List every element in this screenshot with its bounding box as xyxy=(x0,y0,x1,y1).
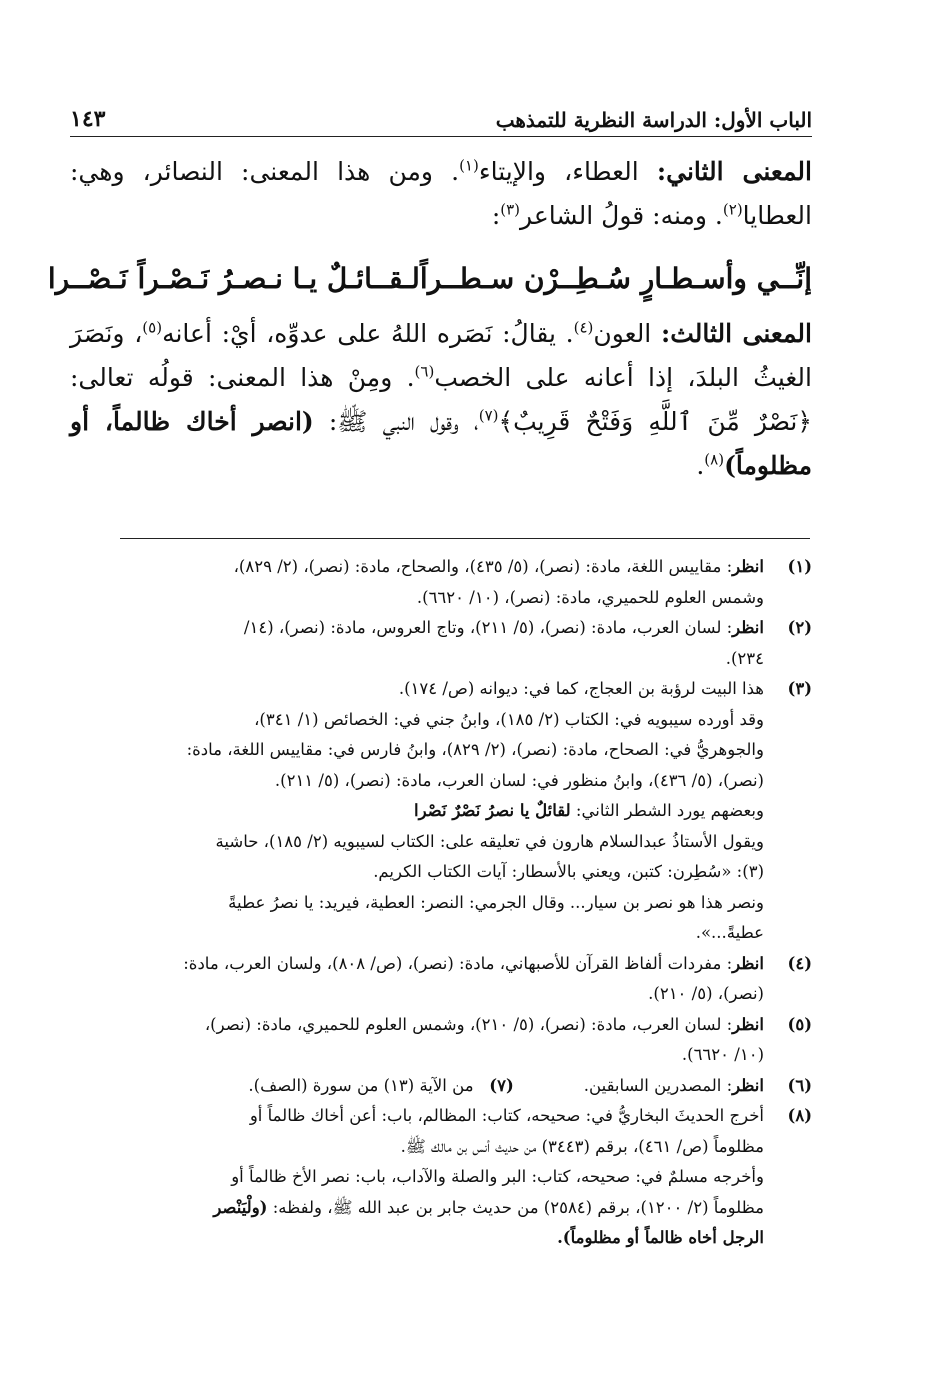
footnote-body xyxy=(70,1010,764,1071)
footnote-number: (٦) xyxy=(787,1075,812,1095)
footnote-text: ونصر هذا هو نصر بن سيار... وقال الجرمي: النصر: العطية، فيريد: يا نصرُ عطيةً xyxy=(228,892,764,912)
footnote-8 xyxy=(70,1101,812,1254)
poetry-verse xyxy=(47,248,812,308)
paragraph-text: : xyxy=(491,201,501,230)
footnote-number: (٨) xyxy=(787,1106,812,1125)
footnote-text: : المصدرين السابقين. xyxy=(583,1075,733,1095)
footnote-ref[interactable]: (٥) xyxy=(142,318,163,337)
hadith-quote: (انصر أخاك ظالماً، أو مظلوماً) xyxy=(70,407,812,480)
footnote-body xyxy=(70,674,764,949)
verse-variant: لقائلٌ يا نصرُ نَصْرٌ نَصْرا xyxy=(413,801,571,820)
footnote-lead: انظر xyxy=(732,1014,764,1034)
paragraph-text: . xyxy=(696,451,705,480)
footnote-ref[interactable]: (٦) xyxy=(414,362,435,381)
footnote-ref[interactable]: (٤) xyxy=(573,318,594,337)
footnote-text: من الآية (١٣) من سورة (الصف). xyxy=(248,1075,474,1095)
footnote-1 xyxy=(70,552,812,613)
footnote-lead: انظر xyxy=(732,953,764,973)
paragraph-text: ، وقول النبي ﷺ: xyxy=(313,407,479,436)
footnote-text: أخرج الحديثَ البخاريُّ في: صحيحه، كتاب: المظالم، باب: أعن أخاك ظالماً أو xyxy=(249,1106,764,1125)
footnote-text: وشمس العلوم للحميري، مادة: (نصر)، (١٠/ ٦٦٢٠). xyxy=(416,587,764,607)
paragraph-text: . ومنه: قولُ الشاعر xyxy=(520,201,723,230)
footnote-text: هذا البيت لرؤبة بن العجاج، كما في: ديوانه (ص/ ١٧٤). xyxy=(398,679,764,698)
footnote-number: (١) xyxy=(787,557,812,576)
term-heading: المعنى الثاني: xyxy=(656,157,812,186)
footnote-ref[interactable]: (٢) xyxy=(722,200,743,219)
footnote-text: : لسان العرب، مادة: (نصر)، (٥/ ٢١٠)، وشمس العلوم للحميري، مادة: (نصر)، xyxy=(204,1014,733,1034)
footnote-lead: انظر xyxy=(732,557,764,576)
footnote-lead: انظر xyxy=(732,618,764,637)
verse-first-hemistich: إنِّــي وأسـطـارٍ سُـطِــرْن سـطــراً xyxy=(419,261,812,295)
footnote-body xyxy=(70,613,764,674)
paragraph-text: العون xyxy=(593,319,661,348)
footnote-text: وبعضهم يورد الشطر الثاني: xyxy=(570,801,764,820)
footnote-text: ٢٣٤). xyxy=(725,648,764,668)
footnote-text: : مقاييس اللغة، مادة: (نصر)، (٥/ ٤٣٥)، والصحاح، مادة: (نصر)، (٢/ ٨٢٩)، xyxy=(233,557,733,576)
hadith-wording: الرجل أخاه ظالماً أو مظلوماً). xyxy=(557,1228,764,1247)
footnote-text: والجوهريُّ في: الصحاح، مادة: (نصر)، (٢/ ٨٢٩)، وابنُ فارس في: مقاييس اللغة، مادة: xyxy=(186,740,764,759)
footnote-6-7 xyxy=(70,1071,812,1102)
paragraph-text: . يقالُ: نَصَره اللهُ على عدوِّه، أيْ: أعانه xyxy=(162,319,574,348)
paragraph-second-meaning xyxy=(70,150,812,238)
footnote-number: (٣) xyxy=(787,679,812,698)
footnote-text: : مفردات ألفاظ القرآن للأصبهاني، مادة: (نصر)، (ص/ ٨٠٨)، ولسان العرب، مادة: xyxy=(183,953,733,973)
footnote-text: (١٠/ ٦٦٢٠). xyxy=(681,1045,764,1064)
footnotes xyxy=(70,552,812,1254)
footnote-number: (٧) xyxy=(489,1075,514,1095)
footnote-3 xyxy=(70,674,812,949)
footnote-text: وقد أورده سيبويه في: الكتاب (٢/ ١٨٥)، وابنُ جني في: الخصائص (١/ ٣٤١)، xyxy=(254,709,764,729)
footnote-text: ويقول الأستاذُ عبدالسلام هارون في تعليقه على: الكتاب لسيبويه (٢/ ١٨٥)، حاشية xyxy=(215,831,764,851)
footnote-separator xyxy=(120,538,810,539)
running-header xyxy=(70,100,812,137)
footnote-text: (نصر)، (٥/ ٢١٠). xyxy=(648,984,764,1003)
footnote-text: وأخرجه مسلمٌ في: صحيحه، كتاب: البر والصلة والآداب، باب: نصر الأخ ظالماً أو xyxy=(231,1167,764,1186)
footnote-text: (٣): «سُطِرن: كتبن، ويعني بالأسطار: آيات الكتاب الكريم. xyxy=(373,862,764,881)
main-text xyxy=(47,150,813,488)
paragraph-third-meaning xyxy=(70,312,812,488)
footnote-number: (٢) xyxy=(787,618,812,637)
footnote-text: مظلوماً (ص/ ٤٦١)، برقم (٣٤٤٣) من حديث أنس بن مالك ﷺ. xyxy=(400,1136,764,1156)
paragraph-text: العطاء، والإيتاء xyxy=(478,157,657,186)
footnote-body xyxy=(70,1101,764,1254)
footnote-body xyxy=(70,552,764,613)
paragraph-text: ، ونَصَرَ الغيثُ البلدَ، إذا أعانه على الخصب xyxy=(70,319,812,392)
page-number: ١٤٣ xyxy=(70,106,106,132)
paragraph-text: . ومِنْ هذا المعنى: قولُه تعالى: ﴿نَصْرٌ مِّنَ ٱللَّهِ وَفَتْحٌ قَرِيبٌ﴾ xyxy=(70,363,812,436)
footnote-ref[interactable]: (٣) xyxy=(500,200,521,219)
hadith-wording: (ولْيَنْصر xyxy=(213,1197,268,1217)
footnote-number: (٤) xyxy=(787,953,812,973)
footnote-5 xyxy=(70,1010,812,1071)
footnote-ref[interactable]: (٨) xyxy=(704,450,725,469)
footnote-text: مظلوماً (٢/ ١٢٠٠)، برقم (٢٥٨٤) من حديث جابر بن عبد الله ﷺ، ولفظه: xyxy=(267,1197,764,1217)
footnote-text: (نصر)، (٥/ ٤٣٦)، وابنُ منظور في: لسان العرب، مادة: (نصر)، (٥/ ٢١١). xyxy=(274,770,764,790)
footnote-body xyxy=(70,1071,764,1102)
footnote-ref[interactable]: (٧) xyxy=(478,406,499,425)
footnote-number: (٥) xyxy=(787,1014,812,1034)
footnote-2 xyxy=(70,613,812,674)
verse-second-hemistich: لـقــائـلٌ يـا نـصـرُ نَـصْـراً نَـصْــرا xyxy=(47,261,420,295)
footnote-4 xyxy=(70,949,812,1010)
footnote-lead: انظر xyxy=(732,1075,764,1095)
footnote-text: : لسان العرب، مادة: (نصر)، (٥/ ٢١١)، وتاج العروس، مادة: (نصر)، (١٤/ xyxy=(243,618,733,637)
footnote-body xyxy=(70,949,764,1010)
chapter-title: الباب الأول: الدراسة النظرية للتمذهب xyxy=(495,108,812,132)
term-heading: المعنى الثالث: xyxy=(660,319,813,348)
footnote-text: عطيةً...». xyxy=(695,923,764,942)
paragraph-text: . ومن هذا المعنى: النصائر، وهي: العطايا xyxy=(70,157,812,230)
footnote-ref[interactable]: (١) xyxy=(459,156,479,175)
